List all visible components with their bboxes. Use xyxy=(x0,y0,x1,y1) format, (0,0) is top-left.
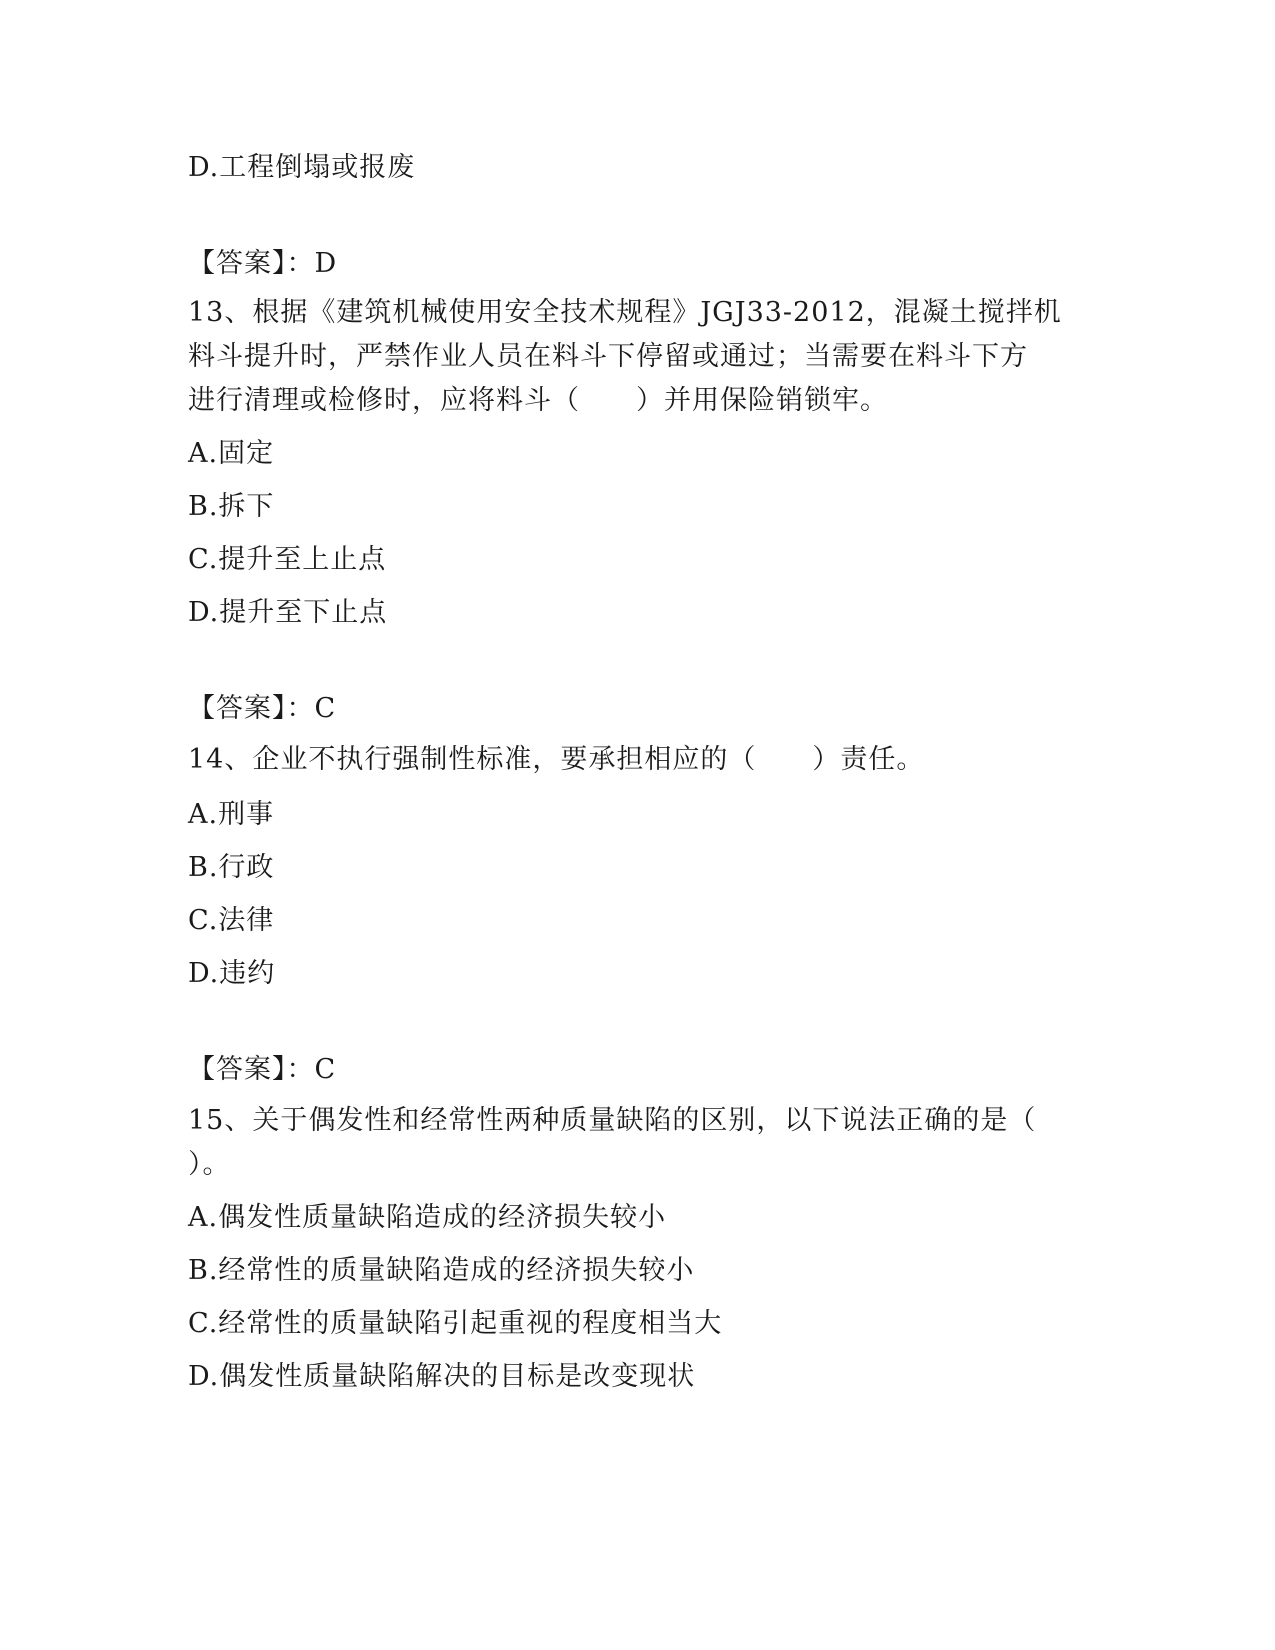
q15-option-b: B.经常性的质量缺陷造成的经济损失较小 xyxy=(188,1255,695,1286)
q14-stem-line-1: 14、企业不执行强制性标准，要承担相应的（ ）责任。 xyxy=(188,744,925,775)
q15-stem-line-2: ）。 xyxy=(188,1149,231,1180)
q14-option-b: B.行政 xyxy=(188,852,275,883)
q13-stem-line-3: 进行清理或检修时，应将料斗（ ）并用保险销锁牢。 xyxy=(188,385,888,416)
q13-option-c: C.提升至上止点 xyxy=(188,544,387,575)
q13-option-d: D.提升至下止点 xyxy=(188,597,388,628)
q13-stem-line-1: 13、根据《建筑机械使用安全技术规程》JGJ33-2012，混凝土搅拌机 xyxy=(188,297,1062,328)
q15-stem-line-1: 15、关于偶发性和经常性两种质量缺陷的区别，以下说法正确的是（ xyxy=(188,1105,1037,1136)
q12-option-d: D.工程倒塌或报废 xyxy=(188,152,416,183)
q15-option-c: C.经常性的质量缺陷引起重视的程度相当大 xyxy=(188,1308,723,1339)
q13-stem-line-2: 料斗提升时，严禁作业人员在料斗下停留或通过；当需要在料斗下方 xyxy=(188,341,1028,372)
q15-option-a: A.偶发性质量缺陷造成的经济损失较小 xyxy=(188,1202,667,1233)
q13-option-a: A.固定 xyxy=(188,438,275,469)
q13-option-b: B.拆下 xyxy=(188,491,275,522)
q14-option-c: C.法律 xyxy=(188,905,275,936)
q12-answer: 【答案】：D xyxy=(188,248,338,279)
q13-answer: 【答案】：C xyxy=(188,693,337,724)
q15-option-d: D.偶发性质量缺陷解决的目标是改变现状 xyxy=(188,1361,696,1392)
q14-option-d: D.违约 xyxy=(188,958,276,989)
q14-answer: 【答案】：C xyxy=(188,1054,337,1085)
q14-option-a: A.刑事 xyxy=(188,799,275,830)
